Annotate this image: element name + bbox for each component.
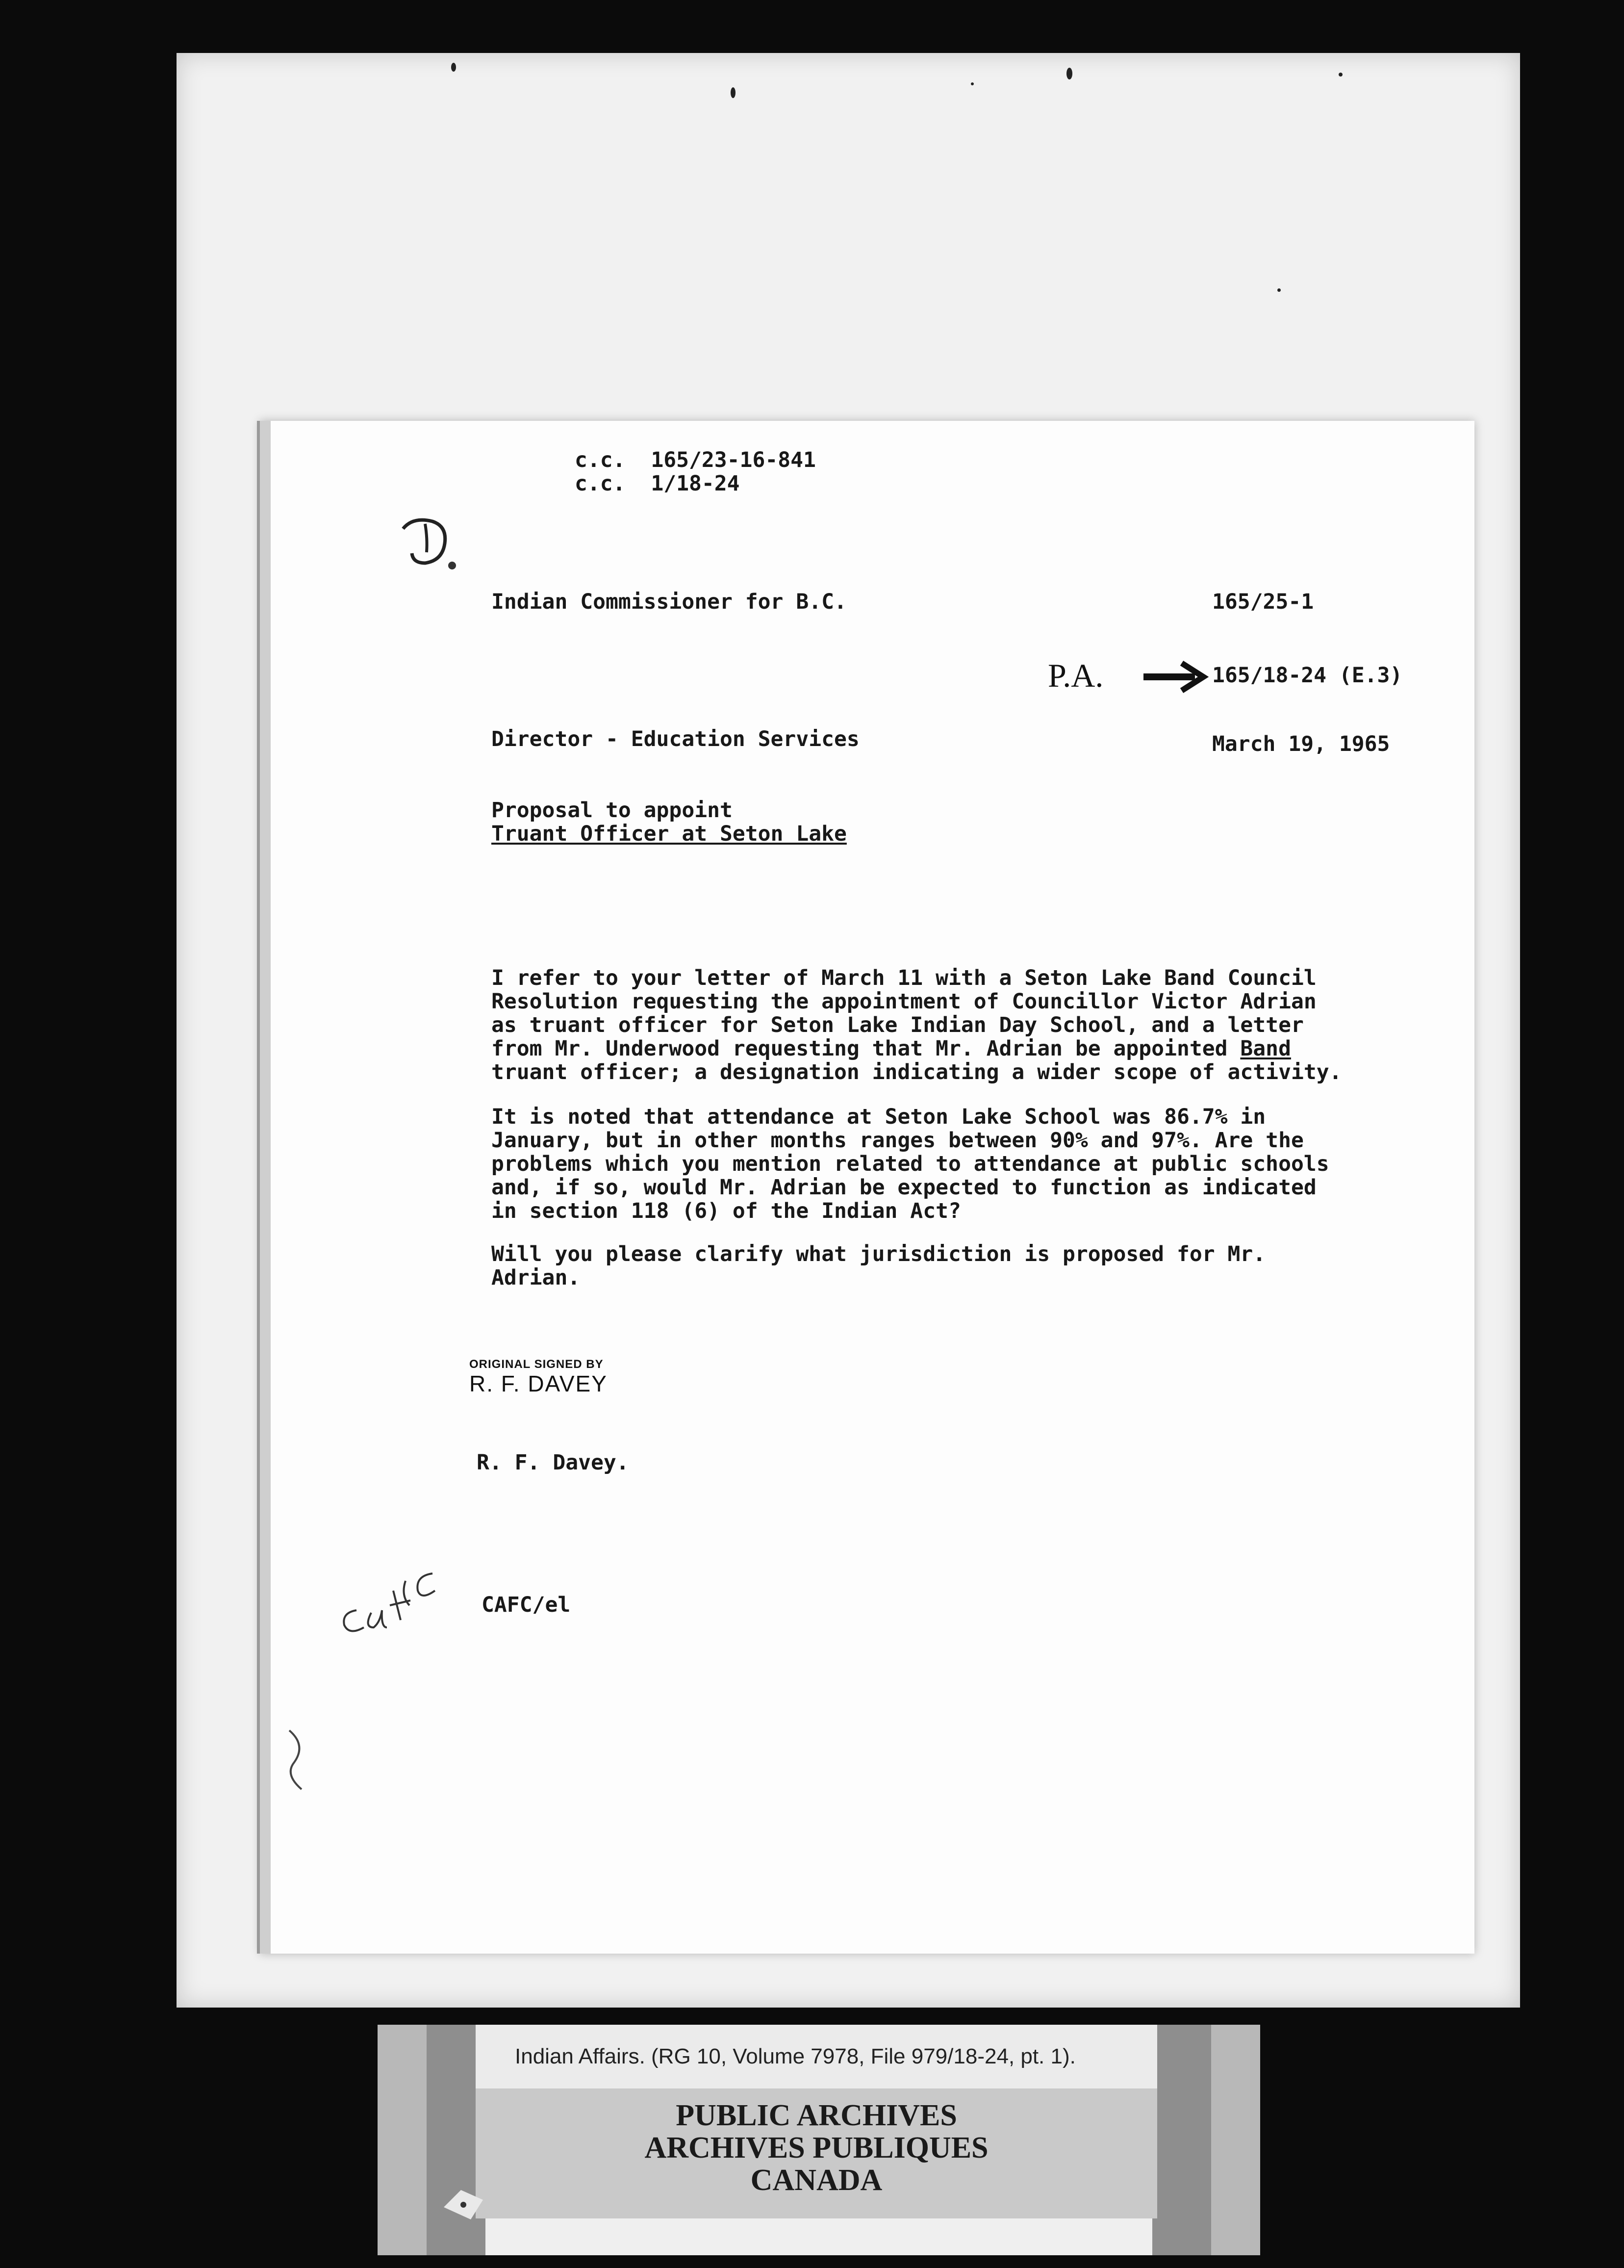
archive-citation: Indian Affairs. (RG 10, Volume 7978, File 979/18-24, pt. 1). <box>476 2025 1157 2088</box>
file-ref-2: 165/18-24 (E.3) <box>1212 663 1403 688</box>
paragraph-1: I refer to your letter of March 11 with a Seton Lake Band Council Resolution requesting the appointment of Councillor Victor Adrian as truant officer for Seton Lake Indian Day School, and a letter from Mr. Underwood requesting that Mr. Adrian be appointed Band truant officer; a designation indicating a wider scope of activity. <box>491 966 1342 1084</box>
signatory: R. F. Davey. <box>477 1450 629 1475</box>
sender: Director - Education Services <box>491 727 860 751</box>
margin-bracket-mark <box>284 1726 314 1794</box>
archive-stamp: PUBLIC ARCHIVES ARCHIVES PUBLIQUES CANADA <box>476 2088 1157 2218</box>
film-tab-mark <box>441 2188 485 2222</box>
memo-date: March 19, 1965 <box>1212 732 1390 756</box>
subject-line-2: Truant Officer at Seton Lake <box>491 822 847 846</box>
handwritten-initials <box>337 1527 484 1645</box>
recipient: Indian Commissioner for B.C. <box>491 590 847 614</box>
paragraph-3: Will you please clarify what jurisdiction is proposed for Mr. Adrian. <box>491 1242 1266 1290</box>
arrow-icon <box>1143 656 1210 696</box>
paragraph-2: It is noted that attendance at Seton Lake School was 86.7% in January, but in other months ranges between 90% and 97%. Are the problems which you mention related to attendance at public schools and, if so, would Mr. Adrian be expected to function as indicated in section 118 (6) of the Indian Act? <box>491 1105 1329 1223</box>
cc-line-2: c.c. 1/18-24 <box>575 471 740 496</box>
pa-handwritten-mark: P.A. <box>1048 657 1104 694</box>
file-ref-1: 165/25-1 <box>1212 590 1314 614</box>
signature-stamp: ORIGINAL SIGNED BY R. F. DAVEY <box>469 1358 608 1396</box>
cc-line-1: c.c. 165/23-16-841 <box>575 448 816 472</box>
subject-line-1: Proposal to appoint <box>491 798 733 823</box>
archive-label <box>378 2025 1260 2255</box>
typist-initials: CAFC/el <box>482 1593 571 1617</box>
memo-page <box>260 421 1474 1954</box>
paper-fastener-mark <box>398 514 462 573</box>
